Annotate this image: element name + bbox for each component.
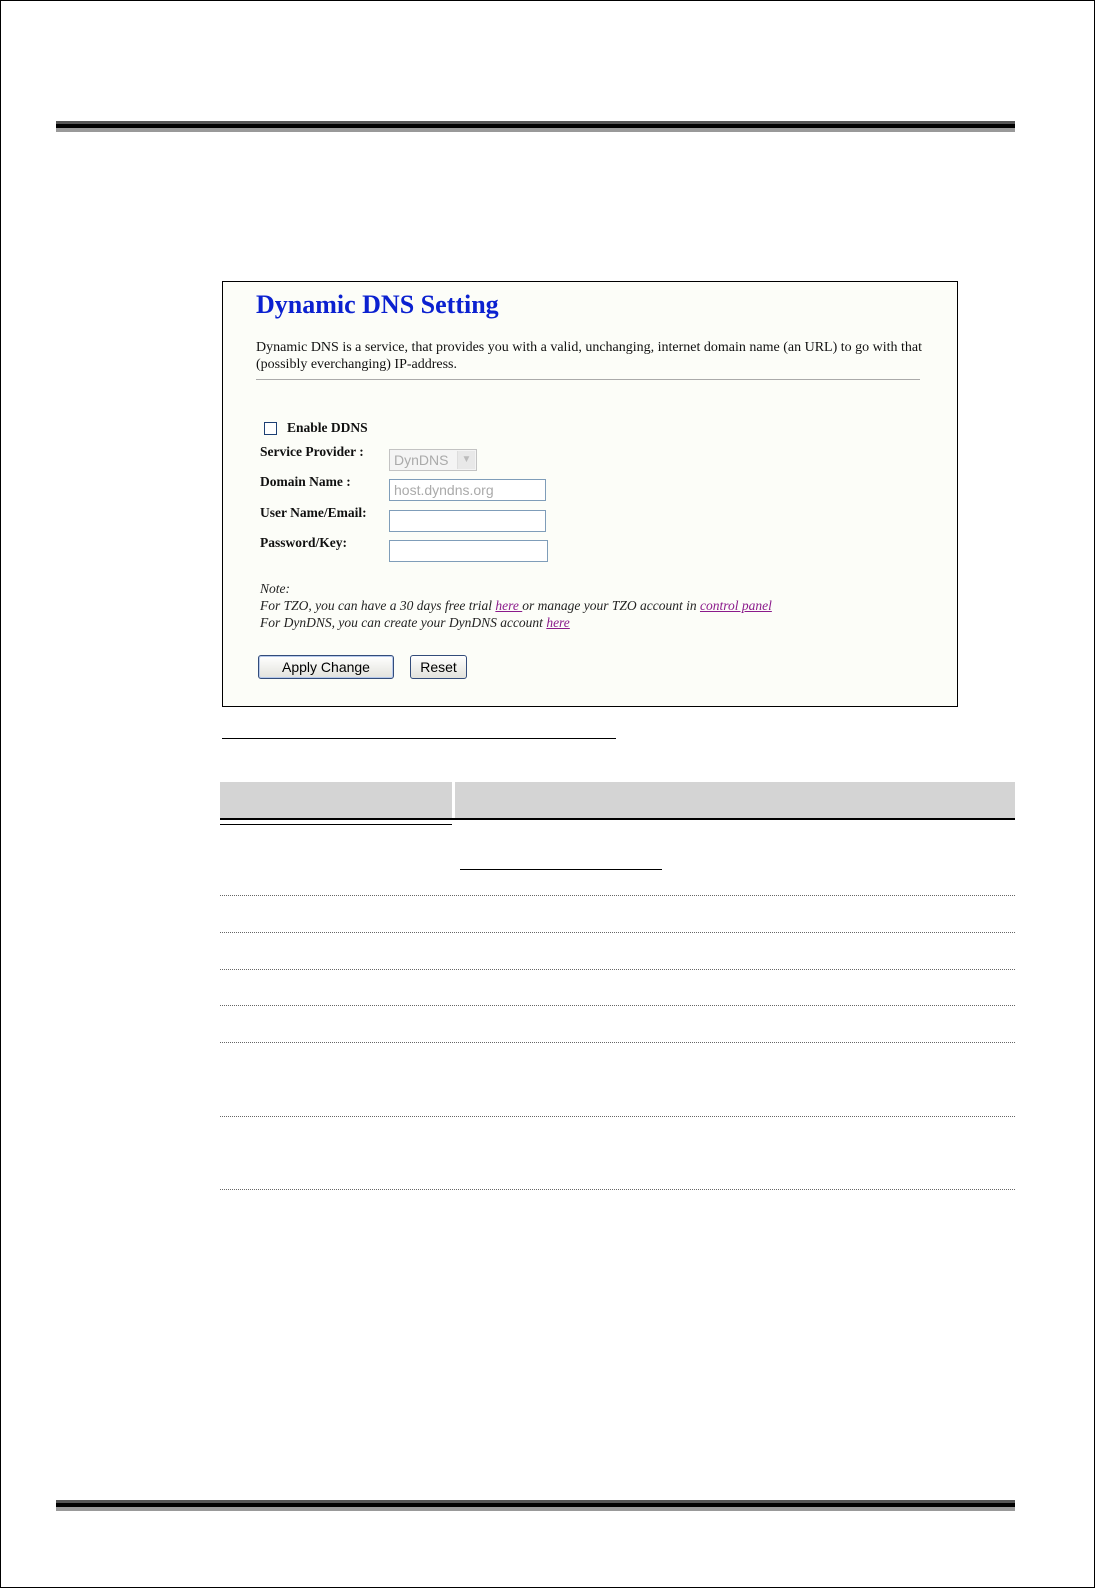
tzo-trial-link[interactable]: here [495, 598, 523, 613]
page-title: Dynamic DNS Setting [256, 290, 499, 319]
reset-button[interactable]: Reset [410, 655, 467, 679]
header-rule [56, 121, 1015, 135]
service-provider-label: Service Provider : [260, 444, 364, 459]
domain-name-input[interactable]: host.dyndns.org [389, 479, 546, 501]
username-input[interactable] [389, 510, 546, 532]
table-row-divider [220, 932, 1015, 933]
caption-underline [222, 738, 616, 739]
control-panel-link[interactable]: control panel [699, 598, 772, 613]
ddns-screenshot [222, 281, 958, 707]
apply-change-button[interactable]: Apply Change [258, 655, 394, 679]
enable-ddns-label: Enable DDNS [287, 420, 368, 435]
table-header [220, 782, 1015, 818]
service-provider-value: DynDNS [394, 452, 449, 468]
enable-ddns-row [264, 420, 368, 436]
chevron-down-icon: ▼ [457, 451, 475, 469]
note-line-tzo: For TZO, you can have a 30 days free trial here or manage your TZO account in control panel [260, 598, 772, 613]
username-label: User Name/Email: [260, 505, 367, 520]
table-row-divider [220, 824, 452, 825]
password-label: Password/Key: [260, 535, 347, 550]
note-block [260, 580, 772, 631]
table-row-divider [220, 969, 1015, 970]
table-link-underline [460, 869, 662, 870]
enable-ddns-checkbox[interactable] [264, 422, 277, 435]
description: Dynamic DNS is a service, that provides you with a valid, unchanging, internet domain name (an URL) to go with that (possibly everchanging) IP-address. [256, 340, 923, 372]
dyndns-account-link[interactable]: here [546, 615, 570, 630]
domain-name-label: Domain Name : [260, 474, 351, 489]
table-row-divider [220, 1116, 1015, 1117]
note-heading: Note: [260, 581, 290, 596]
service-provider-select[interactable] [389, 449, 477, 471]
footer-rule [56, 1500, 1015, 1514]
divider [256, 379, 920, 380]
password-input[interactable] [389, 540, 548, 562]
table-row-divider [220, 1005, 1015, 1006]
table-row-divider [220, 1042, 1015, 1043]
note-line-dyndns: For DynDNS, you can create your DynDNS account here [260, 615, 570, 630]
table-row-divider [220, 895, 1015, 896]
table-row-divider [220, 1189, 1015, 1190]
